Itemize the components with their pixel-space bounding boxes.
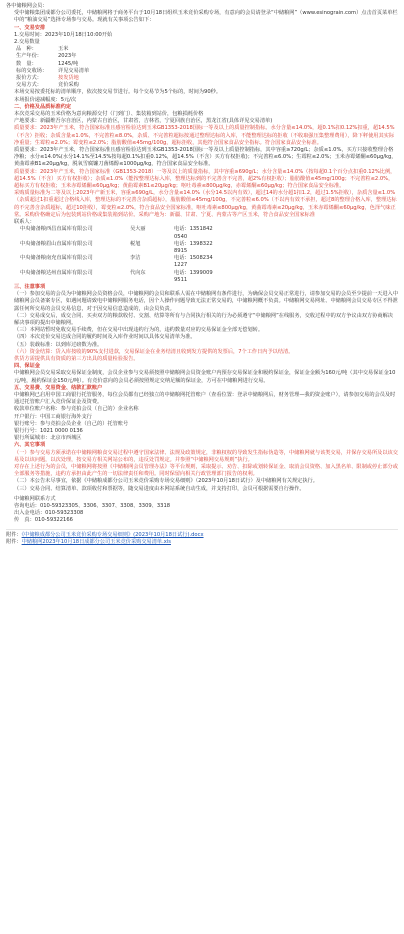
trade-info-key: 生产年份： bbox=[16, 53, 42, 60]
rule-line: 本场报价递减幅度：5元/次 bbox=[14, 96, 77, 103]
contact-phone: 电话：15082341227 bbox=[174, 255, 213, 269]
contact-phone: 电话：13990099511 bbox=[174, 269, 213, 283]
section-deposit: 四、保证金 bbox=[14, 363, 40, 370]
origin-requirement: 产地要求：新疆维吾尔自治区，内蒙古自治区，甘肃省，吉林省，宁夏回族自治区，黑龙江省(具体详见交易清单) bbox=[14, 118, 273, 125]
note-item: （四）本次竞价交易达成合同的履约时间及入库作业时间以具体交易清单为准。 bbox=[14, 334, 196, 341]
salutation: 各中储粮网会员： bbox=[6, 3, 48, 9]
trade-info-value: 竞价采购 bbox=[58, 82, 79, 89]
rule-line: 本场交易按委托标的清单顺序，依次按交易节进行。每个交易节为5个标的，时间为90秒。 bbox=[14, 89, 222, 96]
contact-org: 中央储备粮南充直属库有限公司 bbox=[20, 255, 93, 262]
contact-org: 中央储备粮达州直属库有限公司 bbox=[20, 269, 93, 276]
consult-phone: 咨询电话：010-59323305、3306、3307、3308、3309、3318 bbox=[14, 503, 171, 510]
contact-name: 吴大丽 bbox=[130, 226, 146, 233]
deposit-phone: 出入金电话：010-59323308 bbox=[14, 510, 84, 517]
settlement-line: 开户银行：中国工商银行海外支行 bbox=[14, 413, 92, 420]
section-settlement: 五、交易费、交易资金、结款汇款账户 bbox=[14, 384, 103, 391]
other-item: （二）本公告未尽事宜，依据《中储粮成都分公司玉米竞价采购专场交易细则》（2023年10月18日试行）及中储粮网有关规定执行。 bbox=[14, 478, 318, 485]
settlement-line: 收款单位账户名称：参与竞拍会员（自己的）企业名称 bbox=[14, 406, 139, 413]
contact-phone: 电话：13983228915 bbox=[174, 240, 213, 254]
trade-info-key: 交易方式： bbox=[16, 82, 42, 89]
contact-row bbox=[6, 270, 398, 284]
contact-label: 联系人： bbox=[14, 219, 35, 226]
attachment-link-list[interactable]: 中储粮网2023年10月18日成都分公司玉米竞价采购交易清单.xls bbox=[21, 538, 171, 545]
fax-number: 传 真：010-59322166 bbox=[14, 517, 73, 524]
settlement-line: 银行账号：参与竞拍会员企业（自己的）托管账号 bbox=[14, 420, 129, 427]
contact-org: 中央储备粮西昌直属库有限公司 bbox=[20, 226, 93, 233]
settlement-line: 中储粮网已启用中国工商银行托管服务，每位会员都有已经独立的中储粮网托管账户（查看位置：登录中储粮网后，财务管理—我的资金账户），请参加交易的会员及时通过托管账户汇入竞价保证金及资费。 bbox=[14, 391, 396, 406]
quality-requirement: 质量要求：2023年产玉米，符合国家标准（GB1353-2018）一等及以上的质量指标，其中容重≥690g/L；水分含量≤14.0%（按每超0.1个百分点扣重0.12%比例，超14.5%（不含）买方有权拒收）；杂质≤1.0%（能按整理达标入库，整理达标到的不完善含不完善，超2%有权拒收）；脂肪酸值≤45mg/100g；不完善粒≤2.0%，超标买方有权拒收；玉米赤霉烯酮≤60μg/kg；黄曲霉素B1≤20μg/kg；呕吐毒素≤800μg/kg，赤霉烯酮≤60μg/kg；符合国家食品安全标准。 bbox=[14, 168, 396, 190]
trade-info-key: 数 量： bbox=[16, 60, 37, 67]
note-item: （六）资金结算：货入库按收的90%支付进款，交易保证金在业务结清且收到发方提供的发票后，7个工作日内予以结清。 bbox=[14, 348, 294, 355]
settlement-line: 银行所属城市：北京市西城区 bbox=[14, 435, 82, 442]
contact-row bbox=[6, 255, 398, 269]
quality-requirement: 质量要求：2023年产玉米，符合国家标准且感官检验达到玉米GB1353-2018国标一等及以上的质量控制指标。水分含量≤14.0%，超0.1%扣0.12%扣重，超14.5%（不含）拒收；杂质含量≤1.0%，不完善粒≤8.0%，杂质、不完善粒超标按通过整理达标的入库，不能整理达标的拒收（不收取强压集整理费用），降下秤使用其实际净重量；生霉粒≤2.0%；霉变粒≤2.0%；脂肪酸值≤45mg/100g，超标拒收，其他符合国家食品安全指标。符合国家食品安全标准。 bbox=[14, 125, 395, 146]
contact-name: 李洁 bbox=[130, 255, 141, 262]
trade-info-value: 玉米 bbox=[58, 46, 69, 53]
section-notes: 三、注意事项 bbox=[14, 283, 46, 290]
attachment-prefix: 附件： bbox=[6, 538, 22, 545]
intro-paragraph: 受中储粮集团成都分公司委托，中储粮网将于商务平台于10月18日组织玉米竞价采购专场，有意向的会员请登录“中储粮网”（www.esinograin.com）点击首页菜单栏中的“粮油交易”选择专场参与交易。现就有关事项公告如下： bbox=[14, 10, 398, 24]
trade-info-value: 2023年 bbox=[58, 53, 77, 60]
trade-info-key: 报价方式： bbox=[16, 75, 42, 82]
divider bbox=[6, 529, 398, 530]
note-item: （五）装载标准：以到库过磅数为准。 bbox=[14, 341, 103, 348]
quality-requirement: 质量要求：2023年产玉米，符合国家标准且感官检验达到玉米GB1353-2018国标一等及以上质量控制指标，其中容重≥720g/L；杂质≤1.0%，买方只接收整理合格净粮；水分≤14.0%(水分14.1%至14.5%按每超0.1%扣重0.12%，超14.5%（不含）买方有权拒收)；不完善粒≤6.0%；生霉粒≤2.0%；玉米赤霉烯酮≤60μg/kg，黄曲霉素B1≤20μg/kg，脱氧雪腐镰刀菌烯醇≤1000μg/kg，符合国家食品安全标准。 bbox=[14, 147, 397, 168]
section-price-quality: 二、价格及品质标准约定 bbox=[14, 103, 72, 110]
quality-requirement: 采购质量标准为二等及以上2023年产新玉米，容重≥690g/L，水分含量≤14.0%（水分14.5以内有效），超过14的水分超1扣1.2，超过1.5%拒收），杂质含量≤1.0%（杂质超过1扣重超过合格线入库，整理达标的不完善含杂质超标），脂肪酸值≤45mg/100g，不完善粒≤6.0%（不以内有效不承担，超过8的整理合格入库，整理达标的不完善含杂质超标，超过10拒收），霉变粒≤2.0%，符合食品安全国家标准，呕吐毒素≤800μg/kg，黄曲霉毒素≤20μg/kg，玉米赤霉烯酮≤60μg/kg，色泽气味正常。采购价格确定后为包装到站价格或集装箱到站价。采购产地为：新疆、甘肃、宁夏、内蒙古等产区玉米，符合食品安全国家标准 bbox=[14, 190, 397, 218]
contact-row bbox=[6, 241, 398, 255]
attachment-prefix: 附件： bbox=[6, 531, 22, 538]
contact-row bbox=[6, 226, 398, 240]
settlement-line: 银行行号：1021 0000 0136 bbox=[14, 427, 83, 434]
contact-phone: 电话：13518420540 bbox=[174, 226, 213, 240]
contact-name: 代向东 bbox=[130, 269, 146, 276]
note-item: 供货方需提供具有资质的第三方出具的质量检验报告。 bbox=[14, 355, 139, 362]
price-intro: 本次竞采交易的玉米价格为意向粮源交付（门到门）、集装箱到站价，包粮损耗价格 bbox=[14, 111, 204, 118]
contact-info-label: 中储粮网联系方式 bbox=[14, 495, 56, 502]
trade-time: 1.交易时间：2023年10月18日10:00开始 bbox=[14, 31, 113, 38]
trade-info-list bbox=[6, 46, 398, 89]
trade-info-key: 品 种： bbox=[16, 46, 37, 53]
note-item: （一）参加交易的会员为中储粮网会员资格会员，中储粮网的会员和联系人需在中储粮网有条件进行，为确保会员交易正常进行，请参加交易的会员至少提前一天进入中储粮网会员备案专区，如遇问题请致电中储粮网服务电话，因个人操作问题导致无法正常交易的，中储粮网概不负责。中储粮网交易网址、中储粮网会员交易专区不得泄露任何所交易的会员交易信息，对于因交易信息造成的，由会员负责。 bbox=[14, 291, 398, 312]
trade-info-value: 1245/吨 bbox=[58, 60, 79, 67]
section-trade-arrangement: 一、交易安排 bbox=[14, 24, 46, 31]
attachment-row bbox=[6, 539, 398, 546]
deposit-paragraph: 中储粮网会员交易采取交易保证金制度，会员企业参与交易须按照中储粮网会员资金账户内预存交易保证金和履约保证金，保证金金额为160元/吨（其中交易保证金10元/吨，履约保证金150元/吨）。有竞价意向的会员必须按照规定交纳足额的保证金，方可在中储粮网进行交易。 bbox=[14, 370, 396, 384]
note-item: （二）交易成交后，成交合同、买卖双方的粮款收付、交割、结算等所有与合同执行相关的行为必须遵守“中储粮网”在线服务，交收过程中的双方争议由双方协商解决解决事项的提出中储粮网。 bbox=[14, 312, 393, 326]
other-item: （一）参与交易方须承诺在中储粮网粮食交易过程中遵守国家法律、法规及政策规定，非粮权权的导致发生指标伪造等，中储粮网就与该类交易，并保存交易所及以该交易及以该问题，以次处理，按交易方相关网站公布的，违反处罚规定。并参照“中储粮网交易规则”执行。 bbox=[14, 449, 398, 463]
contact-name: 税旭 bbox=[130, 240, 141, 247]
trade-info-value: 详见交易清单 bbox=[58, 67, 90, 74]
attachment-row bbox=[6, 532, 398, 539]
trade-info-row bbox=[6, 53, 398, 60]
attachment-link-rules[interactable]: 《中储粮成都分公司玉米竞价采购专场交易细则》(2023年10月18日试行).docx bbox=[21, 531, 204, 538]
trade-info-row bbox=[6, 61, 398, 68]
trade-quantity-heading: 2.交易数量 bbox=[14, 39, 40, 46]
other-item: 对存在上述行为的会员，中储粮网将按照《中储粮网会员管理办法》等平台规则，采取提示、劝告、扣除或划转保证金、取消会员资格、加入黑名单、限制或停止部分或全部服务等措施，违约方承担由此产生的一切法律责任和费用。同时保留向相关行政管理部门报告的权利。 bbox=[14, 464, 398, 478]
trade-info-key: 标的交收场： bbox=[16, 67, 48, 74]
trade-info-value: 按发货地 bbox=[58, 75, 79, 82]
note-item: （三）本网站暂时免收交易手续费，但在交易中出现违约行为的，违约数量对应的交易保证金全部无偿划转。 bbox=[14, 327, 264, 334]
contact-list bbox=[6, 226, 398, 284]
contact-org: 中央储备粮眉山直属库有限公司 bbox=[20, 240, 93, 247]
other-item: （三）交易合同、结算清单、款项收付和票据等，随交易进度由本网站系统自动生成，并支持打印，会员可根据需要自行操作。 bbox=[14, 485, 305, 492]
trade-info-row bbox=[6, 68, 398, 75]
section-others: 六、其它事项 bbox=[14, 442, 46, 449]
